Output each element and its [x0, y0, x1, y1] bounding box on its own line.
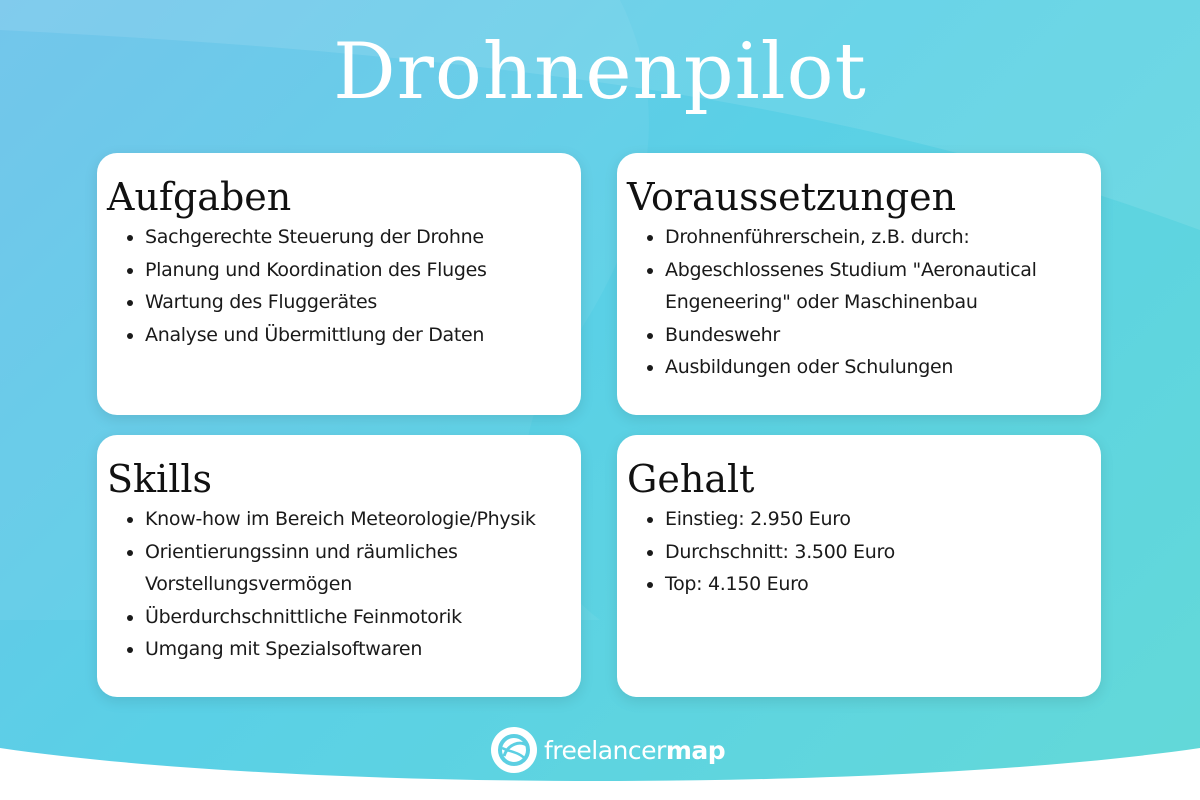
list-item: • Wartung des Fluggerätes [145, 286, 567, 319]
list-item: • Top: 4.150 Euro [665, 568, 1087, 601]
card-heading: Skills [107, 457, 213, 501]
logo-text-part2: map [665, 735, 726, 765]
freelancermap-logo [490, 726, 725, 774]
list-item: • Analyse und Übermittlung der Daten [145, 319, 567, 352]
logo-wordmark [544, 736, 725, 765]
page-title: Drohnenpilot [333, 27, 867, 117]
list-item: • Abgeschlossenes Studium "Aeronautical Engeneering" oder Maschinenbau [665, 254, 1087, 319]
list-item: • Einstieg: 2.950 Euro [665, 503, 1087, 536]
list-item: • Orientierungssinn und räumliches Vorstellungsvermögen [145, 536, 567, 601]
list-item: • Ausbildungen oder Schulungen [665, 351, 1087, 384]
list-item: • Planung und Koordination des Fluges [145, 254, 567, 287]
freelancermap-logo-icon [490, 726, 538, 774]
list-item: • Durchschnitt: 3.500 Euro [665, 536, 1087, 569]
list-item: • Know-how im Bereich Meteorologie/Physik [145, 503, 567, 536]
list-item: • Drohnenführerschein, z.B. durch: [665, 221, 1087, 254]
list-item: • Überdurchschnittliche Feinmotorik [145, 601, 567, 634]
card-heading: Voraussetzungen [627, 175, 957, 219]
list-item: • Umgang mit Spezialsoftwaren [145, 633, 567, 666]
list-item: • Bundeswehr [665, 319, 1087, 352]
list-item: • Sachgerechte Steuerung der Drohne [145, 221, 567, 254]
card-heading: Gehalt [627, 457, 755, 501]
logo-text-part1: freelancer [544, 735, 666, 765]
card-heading: Aufgaben [107, 175, 292, 219]
